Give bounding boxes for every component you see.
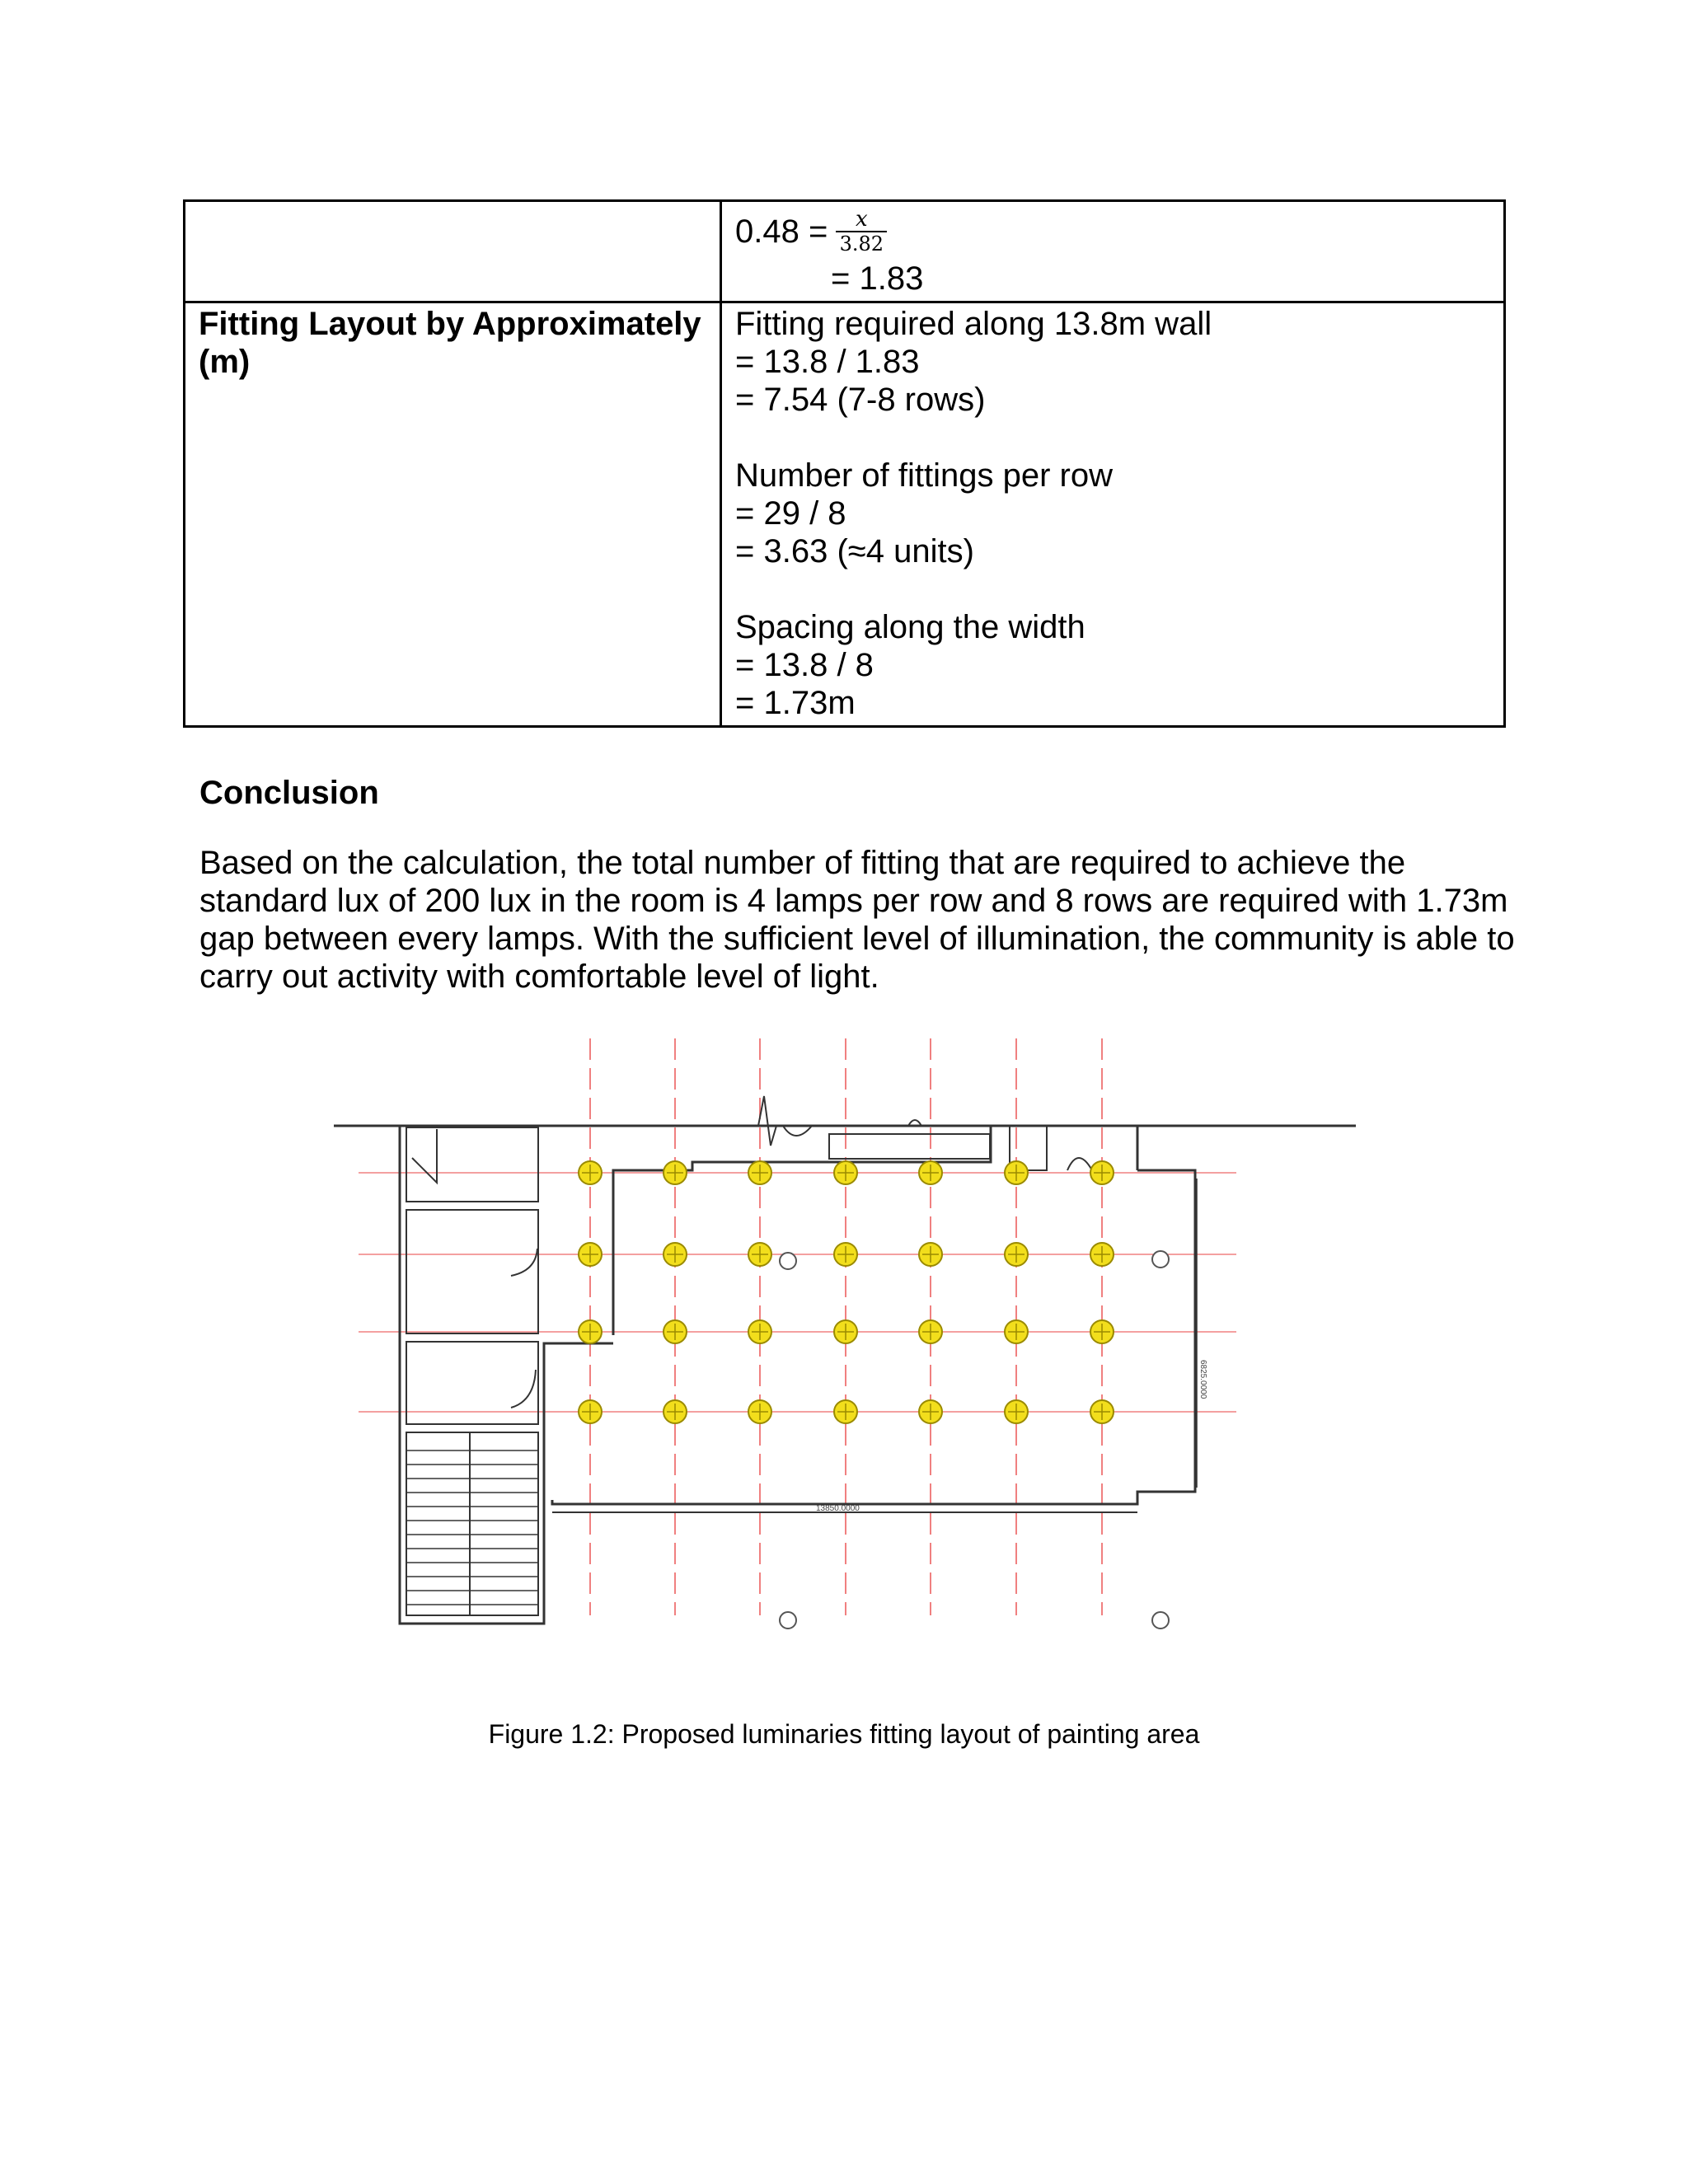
row1-value-cell (721, 201, 1505, 302)
staircase (406, 1451, 538, 1605)
calc-line: Fitting required along 13.8m wall (735, 306, 1212, 342)
calc-line: = 7.54 (7-8 rows) (735, 382, 986, 418)
luminaire (748, 1400, 771, 1423)
row2-label-cell: Fitting Layout by Approximately (m) (185, 302, 721, 727)
calc-line: Spacing along the width (735, 609, 1085, 645)
luminaire (1005, 1400, 1028, 1423)
calc-line: = 3.63 (≈4 units) (735, 533, 974, 569)
conclusion-heading: Conclusion (199, 775, 379, 811)
luminaire (1090, 1400, 1114, 1423)
luminaire (579, 1161, 602, 1184)
row2-value-cell (721, 302, 1505, 727)
luminaire (919, 1320, 942, 1343)
luminaire (919, 1400, 942, 1423)
luminaire (663, 1320, 687, 1343)
luminaire (663, 1161, 687, 1184)
luminaire (834, 1161, 857, 1184)
luminaire (834, 1320, 857, 1343)
luminaire (663, 1400, 687, 1423)
luminaire (748, 1161, 771, 1184)
row1-label-cell (185, 201, 721, 302)
fraction (836, 208, 887, 255)
calc-line: Number of fittings per row (735, 457, 1113, 494)
luminaire (919, 1161, 942, 1184)
luminaire (1090, 1161, 1114, 1184)
horizontal-grid-lines (359, 1173, 1236, 1412)
equation-result: = 1.83 (831, 260, 924, 297)
luminaire (579, 1400, 602, 1423)
luminaire (1090, 1243, 1114, 1266)
luminaire (1005, 1161, 1028, 1184)
calculation-table (183, 199, 1506, 728)
calc-line: = 29 / 8 (735, 495, 846, 532)
luminaire (834, 1243, 857, 1266)
figure-caption: Figure 1.2: Proposed luminaries fitting layout of painting area (488, 1719, 1200, 1749)
luminaire (663, 1243, 687, 1266)
calc-line: = 1.73m (735, 685, 856, 721)
luminaire (1090, 1320, 1114, 1343)
table-row (185, 201, 1505, 302)
table-row (185, 302, 1505, 727)
dimension-horizontal-label: 13850.0000 (816, 1504, 860, 1513)
luminaire (748, 1243, 771, 1266)
fraction-numerator: x (855, 207, 868, 232)
dimension-vertical-label: 6825.0000 (1198, 1360, 1207, 1399)
column-markers (780, 1251, 1169, 1629)
luminaire (1005, 1243, 1028, 1266)
floor-plan-figure (321, 1038, 1368, 1665)
fraction-denominator: 3.82 (839, 232, 884, 255)
luminaire (748, 1320, 771, 1343)
luminaire (579, 1320, 602, 1343)
luminaire (919, 1243, 942, 1266)
equation-lhs: 0.48 = (735, 213, 828, 250)
calc-line: = 13.8 / 8 (735, 647, 874, 683)
conclusion-paragraph: Based on the calculation, the total number of fitting that are required to achieve the standard lux of 200 lux in the room is 4 lamps per row and 8 rows are required with 1.73m gap between every lamps. With the sufficient level of illumination, the community is able to carry out activity with comfortable level of light. (199, 845, 1515, 995)
equation-line (735, 204, 1493, 260)
luminaire (579, 1243, 602, 1266)
luminaire (1005, 1320, 1028, 1343)
calc-line: = 13.8 / 1.83 (735, 344, 920, 380)
luminaire (834, 1400, 857, 1423)
